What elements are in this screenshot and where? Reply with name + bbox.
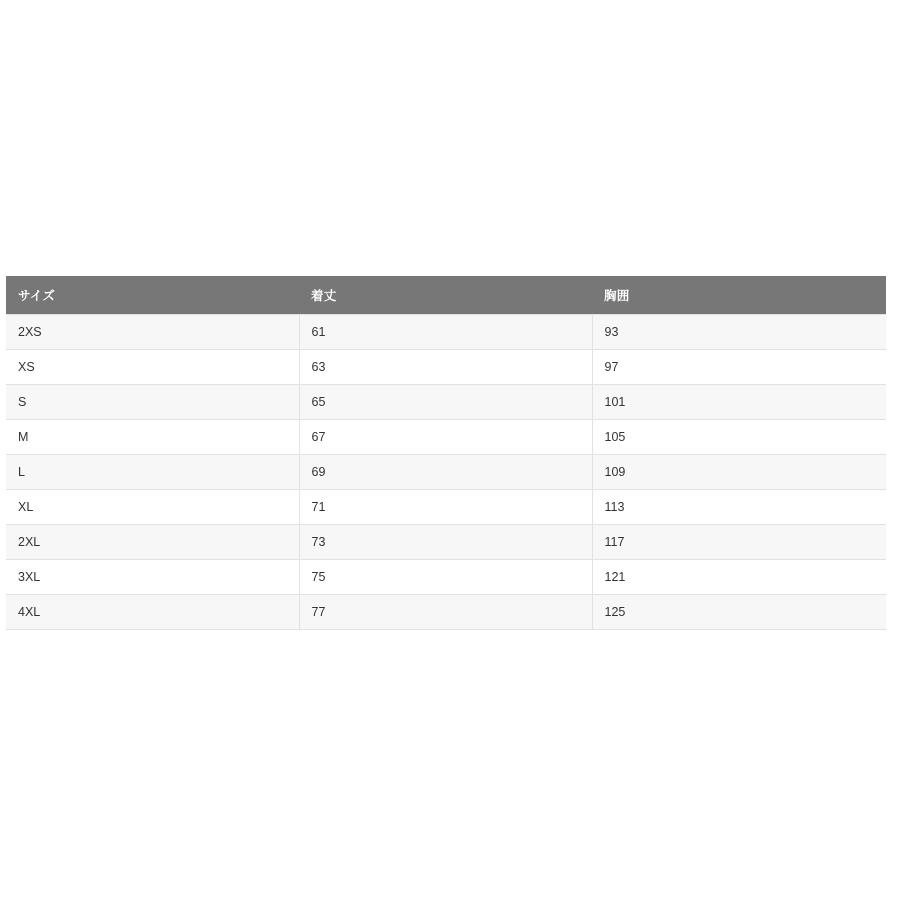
- cell-size: 2XL: [6, 525, 299, 560]
- cell-chest: 101: [592, 385, 886, 420]
- table-row: [6, 490, 886, 525]
- cell-chest: 97: [592, 350, 886, 385]
- cell-chest: 93: [592, 315, 886, 350]
- cell-length: 61: [299, 315, 592, 350]
- table-row: [6, 525, 886, 560]
- cell-size: S: [6, 385, 299, 420]
- table-row: [6, 560, 886, 595]
- table-row: [6, 420, 886, 455]
- cell-chest: 117: [592, 525, 886, 560]
- table-header: [6, 276, 886, 315]
- column-header-size: サイズ: [6, 276, 299, 315]
- cell-length: 73: [299, 525, 592, 560]
- table-header-row: [6, 276, 886, 315]
- cell-chest: 125: [592, 595, 886, 630]
- cell-length: 71: [299, 490, 592, 525]
- table-row: [6, 455, 886, 490]
- cell-chest: 109: [592, 455, 886, 490]
- cell-length: 63: [299, 350, 592, 385]
- cell-chest: 121: [592, 560, 886, 595]
- size-chart-container: [6, 276, 886, 630]
- table-row: [6, 350, 886, 385]
- cell-length: 65: [299, 385, 592, 420]
- column-header-length: 着丈: [299, 276, 592, 315]
- cell-length: 77: [299, 595, 592, 630]
- cell-size: 3XL: [6, 560, 299, 595]
- cell-size: M: [6, 420, 299, 455]
- cell-length: 69: [299, 455, 592, 490]
- cell-size: XS: [6, 350, 299, 385]
- table-body: [6, 315, 886, 630]
- cell-size: XL: [6, 490, 299, 525]
- cell-length: 75: [299, 560, 592, 595]
- column-header-chest: 胸囲: [592, 276, 886, 315]
- table-row: [6, 385, 886, 420]
- cell-chest: 113: [592, 490, 886, 525]
- cell-size: 2XS: [6, 315, 299, 350]
- cell-chest: 105: [592, 420, 886, 455]
- table-row: [6, 315, 886, 350]
- size-chart-table: [6, 276, 886, 630]
- cell-size: 4XL: [6, 595, 299, 630]
- cell-length: 67: [299, 420, 592, 455]
- cell-size: L: [6, 455, 299, 490]
- table-row: [6, 595, 886, 630]
